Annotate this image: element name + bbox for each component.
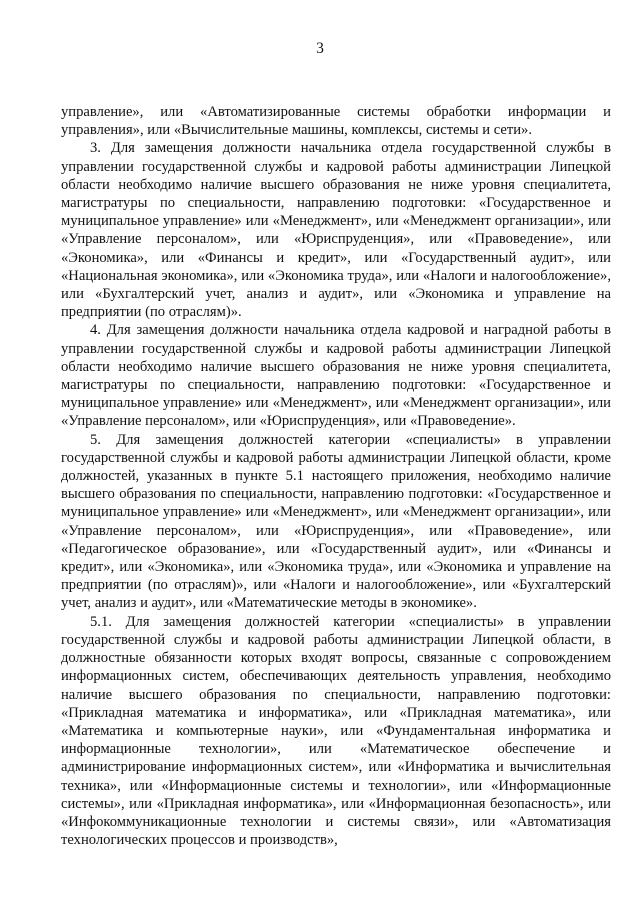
page-number: 3 <box>316 40 324 57</box>
paragraph-item-5-1: 5.1. Для замещения должностей категории «специалисты» в управлении государственной службы и кадровой работы администрации Липецкой области, в должностные обязанности которых входят вопросы, связанные с сопровождением информационных систем, обеспечивающих деятельность управления, необходимо наличие высшего образования по специальности, направлению подготовки: «Прикладная математика и информатика», или «Прикладная математика», или «Математика и компьютерные науки», или «Фундаментальная информатика и информационные технологии», или «Математическое обеспечение и администрирование информационных систем», или «Информатика и вычислительная техника», или «Информационные системы и технологии», или «Информационные системы», или «Прикладная информатика», или «Информационная безопасность», или «Инфокоммуникационные технологии и системы связи», или «Автоматизация технологических процессов и производств», <box>61 613 611 849</box>
paragraph-item-4: 4. Для замещения должности начальника отдела кадровой и наградной работы в управлении государственной службы и кадровой работы администрации Липецкой области необходимо наличие высшего образования не ниже уровня специалитета, магистратуры по специальности, направлению подготовки: «Государственное и муниципальное управление» или «Менеджмент», или «Менеджмент организации», или «Управление персоналом», или «Юриспруденция», или «Правоведение». <box>61 322 611 430</box>
document-body <box>61 103 611 849</box>
paragraph-continuation: управление», или «Автоматизированные системы обработки информации и управления», или «Вычислительные машины, комплексы, системы и сети». <box>61 104 611 139</box>
paragraph-item-3: 3. Для замещения должности начальника отдела государственной службы в управлении государственной службы и кадровой работы администрации Липецкой области необходимо наличие высшего образования не ниже уровня специалитета, магистратуры по специальности, направлению подготовки: «Государственное и муниципальное управление» или «Менеджмент», или «Менеджмент организации», или «Управление персоналом», или «Юриспруденция», или «Правоведение», или «Экономика», или «Финансы и кредит», или «Государственный аудит», или «Национальная экономика», или «Экономика труда», или «Налоги и налогообложение», или «Бухгалтерский учет, анализ и аудит», или «Экономика и управление на предприятии (по отраслям)». <box>61 140 611 321</box>
paragraph-item-5: 5. Для замещения должностей категории «специалисты» в управлении государственной службы и кадровой работы администрации Липецкой области, кроме должностей, указанных в пункте 5.1 настоящего приложения, необходимо наличие высшего образования по специальности, направлению подготовки: «Государственное и муниципальное управление» или «Менеджмент», или «Менеджмент организации», или «Управление персоналом», или «Юриспруденция», или «Правоведение», или «Педагогическое образование», или «Государственный аудит», или «Финансы и кредит», или «Экономика», или «Экономика труда», или «Экономика и управление на предприятии (по отраслям)», или «Налоги и налогообложение», или «Бухгалтерский учет, анализ и аудит», или «Математические методы в экономике». <box>61 431 611 612</box>
